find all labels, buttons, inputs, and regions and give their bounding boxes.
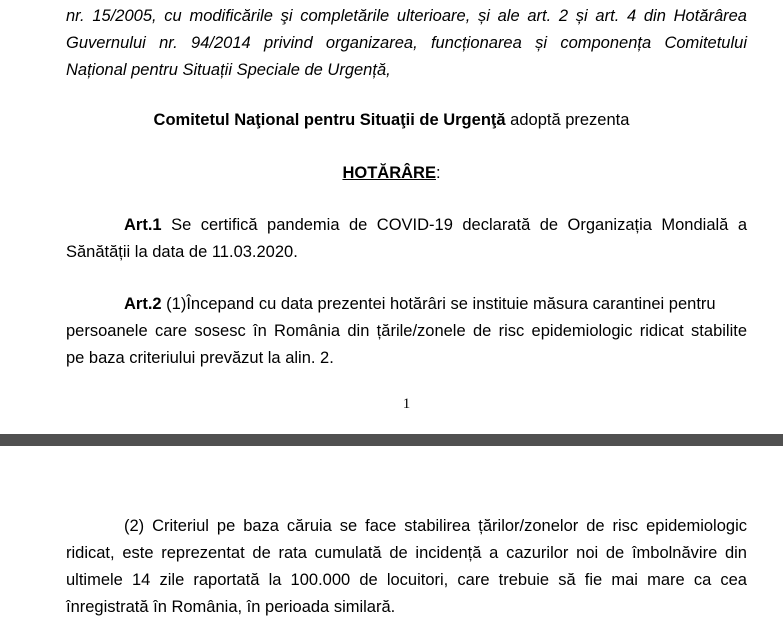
committee-name: Comitetul Naţional pentru Situaţii de Urgenţă: [153, 111, 506, 129]
page-separator: [0, 434, 783, 446]
document-page-2: [0, 446, 783, 619]
paragraph2-line-1: (2) Criteriul pe baza căruia se face stabilirea țărilor/zonelor de risc epidemiologic: [124, 517, 747, 535]
art2-label: Art.2: [124, 295, 162, 313]
page-number: 1: [402, 396, 411, 412]
decision-title: HOTĂRÂRE: [342, 164, 436, 182]
art2-text-1: (1)Începand cu data prezentei hotărâri se instituie măsura carantinei pentru: [161, 295, 716, 313]
art1-line-2: Sănătății la data de 11.03.2020.: [66, 243, 298, 261]
adoption-rest: adoptă prezenta: [505, 111, 630, 129]
adoption-statement: [66, 110, 717, 130]
decision-colon: :: [435, 164, 441, 182]
paragraph2-line-4: înregistrată în România, în perioada similară.: [66, 598, 396, 616]
art2-line-1: [124, 294, 747, 314]
art2-line-2: persoanele care sosesc în România din țările/zonele de risc epidemiologic ridicat stabilite: [66, 322, 747, 340]
preamble-line-1: nr. 15/2005, cu modificările şi completările ulterioare, și ale art. 2 și art. 4 din Hotărârea: [66, 7, 747, 25]
paragraph2-line-2: ridicat, este reprezentat de rata cumulată de incidență a cazurilor noi de îmbolnăvire din: [66, 544, 747, 562]
preamble-line-2: Guvernului nr. 94/2014 privind organizarea, funcționarea și componența Comitetului: [66, 34, 747, 52]
paragraph2-line-3: ultimele 14 zile raportată la 100.000 de locuitori, care trebuie să fie mai mare ca cea: [66, 571, 747, 589]
art2-line-3: pe baza criteriului prevăzut la alin. 2.: [66, 349, 334, 367]
art1-text-1: Se certifică pandemia de COVID-19 declarată de Organizația Mondială a: [161, 216, 747, 234]
art1-label: Art.1: [124, 216, 162, 234]
decision-heading: [66, 163, 717, 183]
art1-line-1: [124, 215, 747, 235]
preamble-line-3: Național pentru Situații Speciale de Urgență,: [66, 61, 391, 79]
